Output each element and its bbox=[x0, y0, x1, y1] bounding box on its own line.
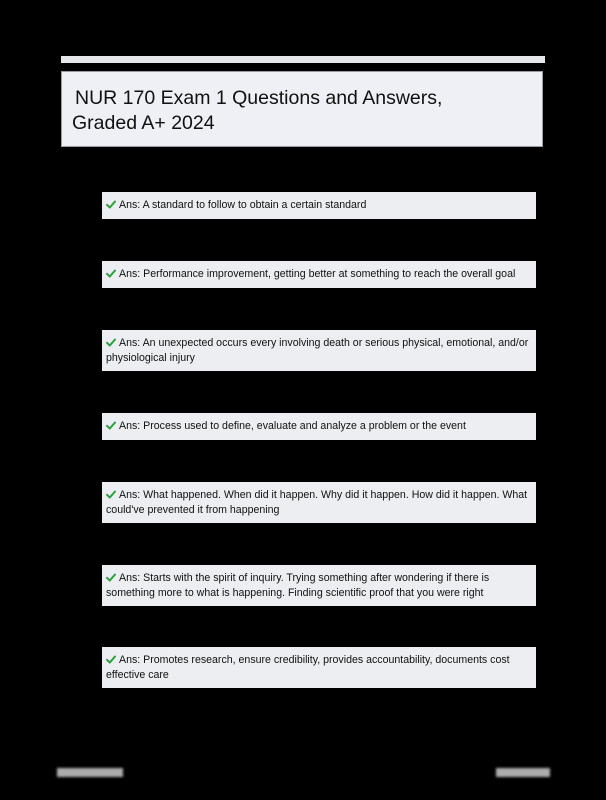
document-title-line-1: NUR 170 Exam 1 Questions and Answers, bbox=[75, 87, 443, 109]
checkmark-icon bbox=[106, 573, 116, 582]
top-divider bbox=[61, 56, 545, 63]
answer-text: Starts with the spirit of inquiry. Trying something after wondering if there is something more to what is happening. Finding scientific proof that you were right bbox=[106, 572, 490, 599]
answer-text: What happened. When did it happen. Why did it happen. How did it happen. What could've prevented it from happening bbox=[106, 489, 528, 516]
answer-prefix: Ans: bbox=[119, 337, 141, 349]
checkmark-icon bbox=[106, 655, 116, 664]
answer-box bbox=[102, 565, 536, 606]
checkmark-icon bbox=[106, 338, 116, 347]
answer-box bbox=[102, 647, 536, 688]
title-box bbox=[61, 71, 543, 147]
checkmark-icon bbox=[106, 200, 116, 209]
answer-text: A standard to follow to obtain a certain standard bbox=[142, 199, 367, 211]
answer-prefix: Ans: bbox=[119, 572, 141, 584]
answer-box bbox=[102, 261, 536, 288]
footer-site-mark bbox=[57, 768, 123, 777]
answer-text: Performance improvement, getting better at something to reach the overall goal bbox=[143, 268, 516, 280]
footer-page-mark bbox=[496, 768, 550, 777]
answer-prefix: Ans: bbox=[119, 489, 141, 501]
answer-prefix: Ans: bbox=[119, 199, 141, 211]
answer-box bbox=[102, 482, 536, 523]
answer-prefix: Ans: bbox=[119, 654, 141, 666]
answer-box bbox=[102, 413, 536, 440]
checkmark-icon bbox=[106, 421, 116, 430]
document-title bbox=[72, 86, 532, 136]
answer-box bbox=[102, 330, 536, 371]
answer-text: An unexpected occurs every involving death or serious physical, emotional, and/or physiological injury bbox=[106, 337, 529, 364]
checkmark-icon bbox=[106, 269, 116, 278]
answer-prefix: Ans: bbox=[119, 420, 141, 432]
answer-box bbox=[102, 192, 536, 219]
document-title-line-2: Graded A+ 2024 bbox=[72, 112, 215, 134]
answer-text: Promotes research, ensure credibility, provides accountability, documents cost effective care bbox=[106, 654, 510, 681]
answer-prefix: Ans: bbox=[119, 268, 141, 280]
checkmark-icon bbox=[106, 490, 116, 499]
answer-text: Process used to define, evaluate and analyze a problem or the event bbox=[143, 420, 466, 432]
